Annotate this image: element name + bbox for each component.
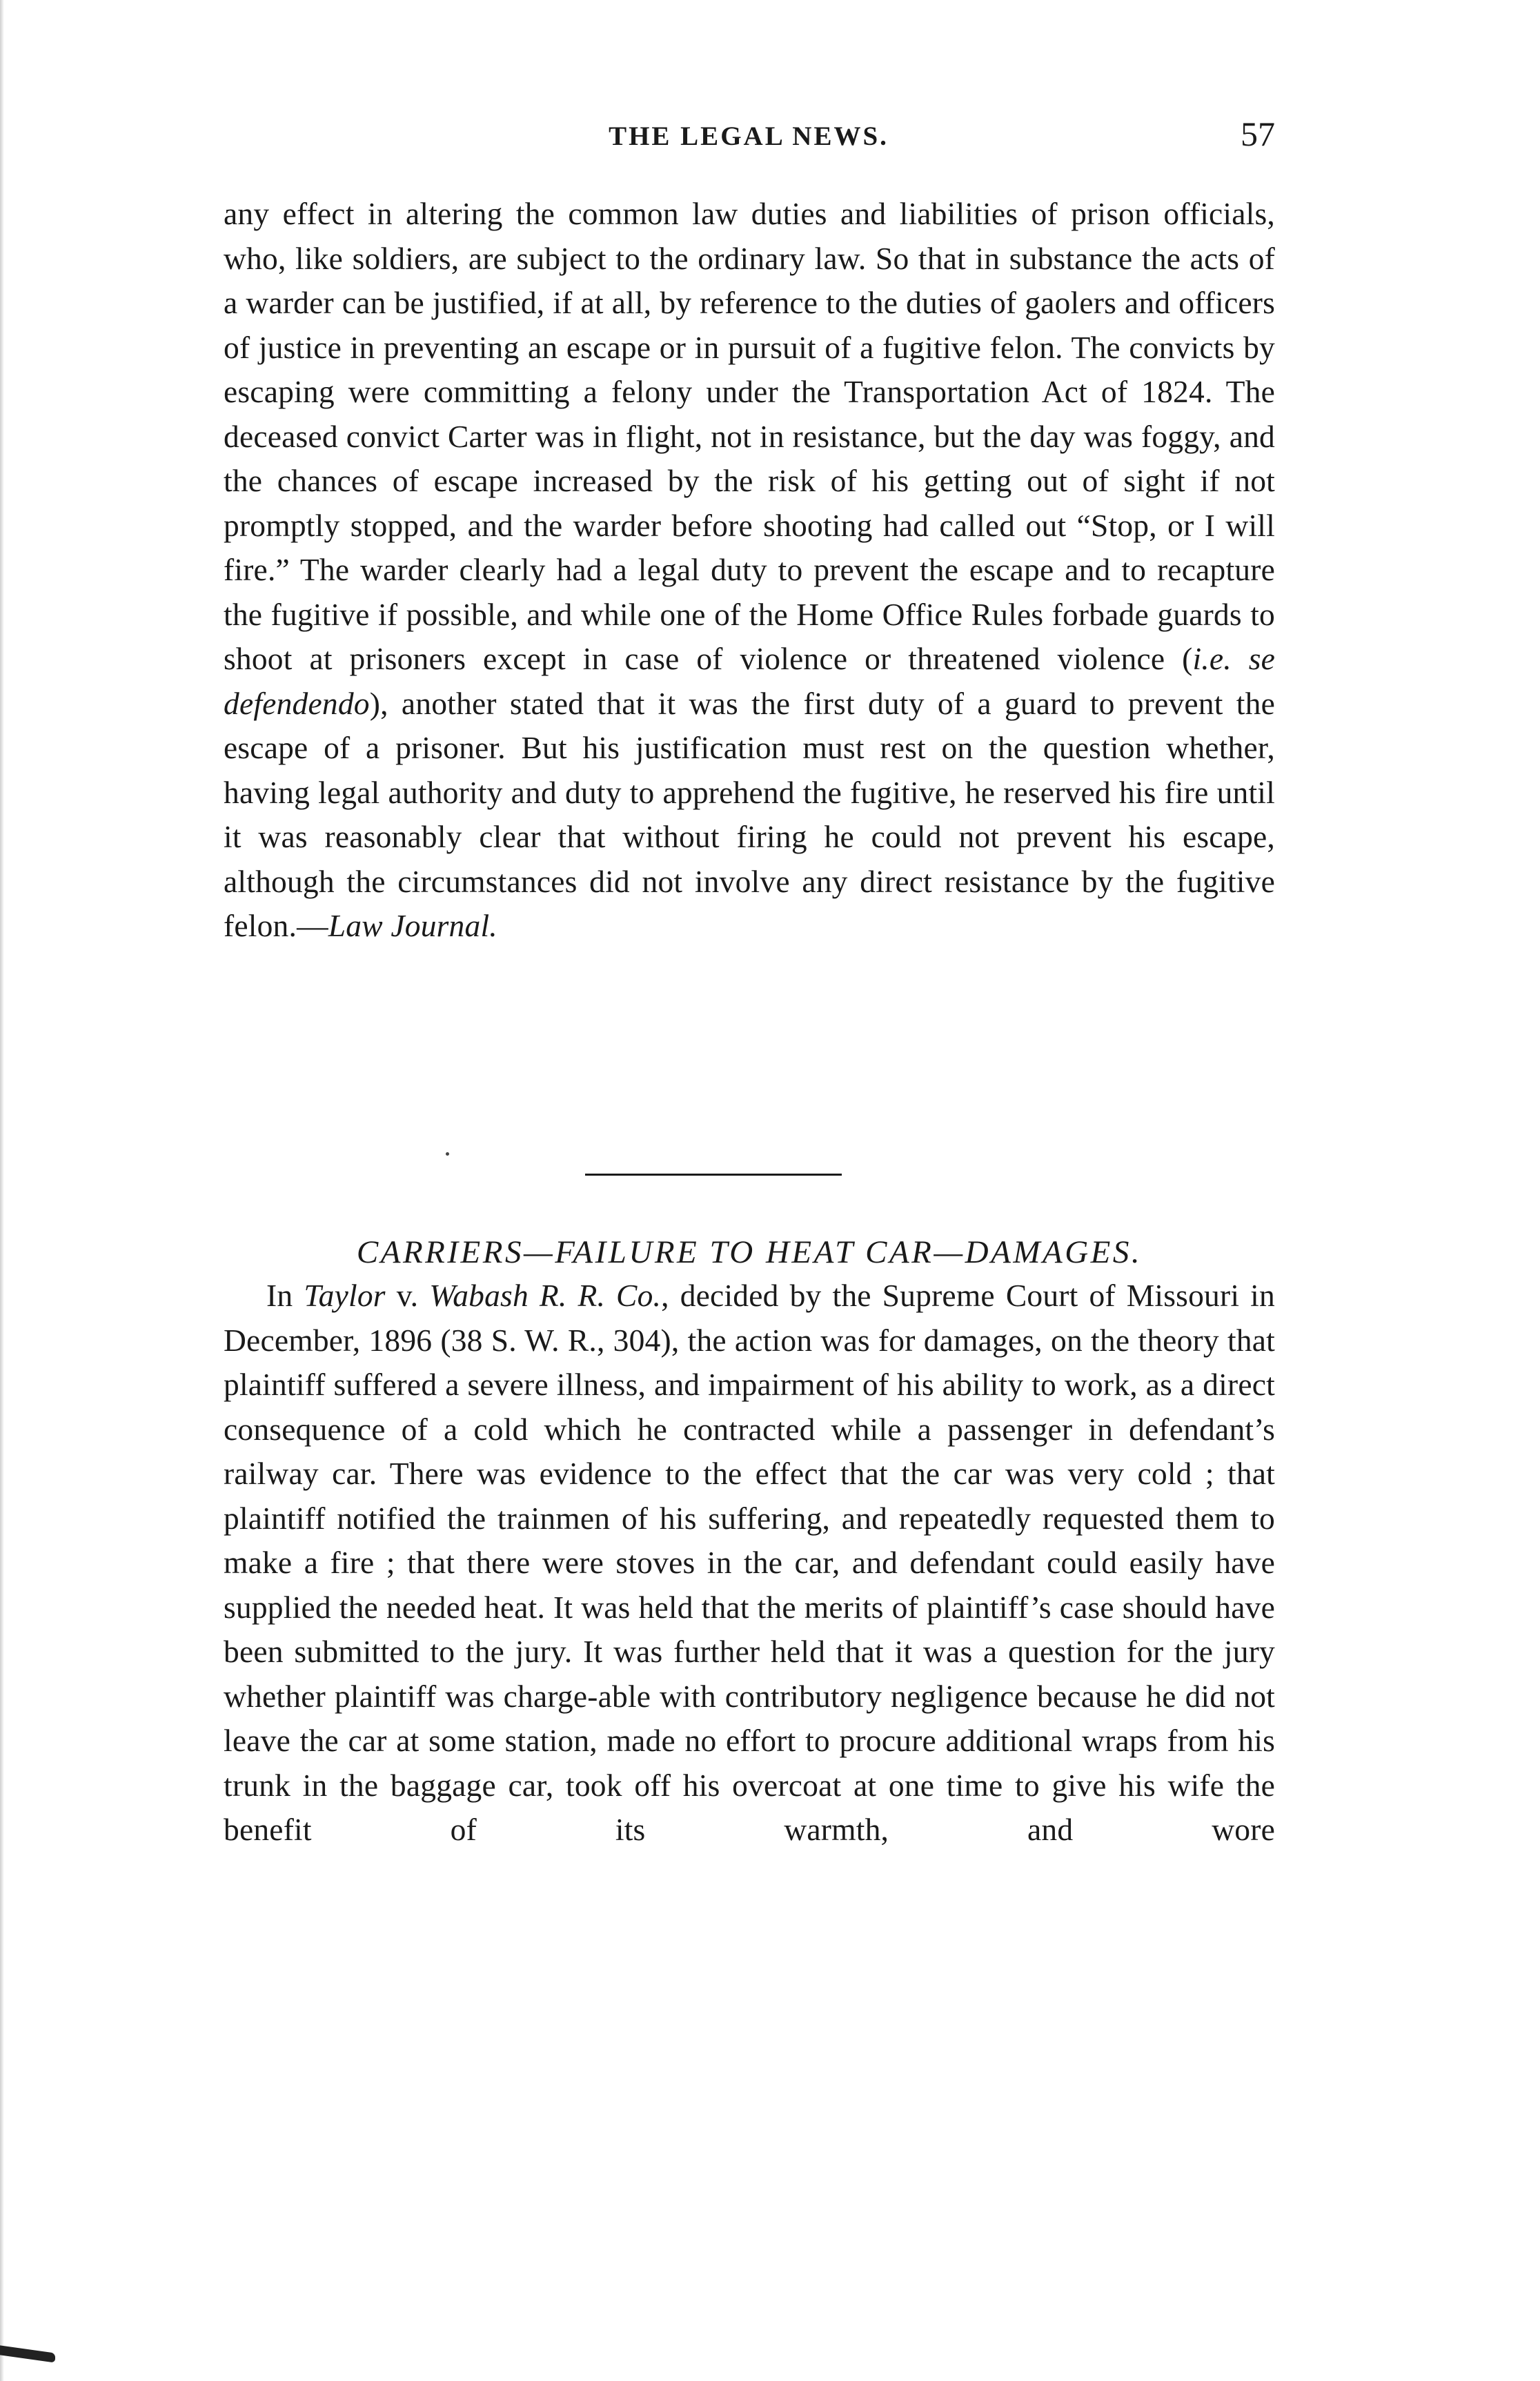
article-1-paragraph xyxy=(224,192,1275,949)
article-2-body: , decided by the Supreme Court of Missouri in December, 1896 (38 S. W. R., 304), the action was for damages, on the theory that plaintiff suffered a severe illness, and impairment of his ability to work, as a direct consequence of a cold which he contracted while a passenger in defendant’s railway car. There was evidence to the effect that the car was very cold ; that plaintiff notified the trainmen of his suffering, and repeatedly requested them to make a fire ; that there were stoves in the car, and defendant could easily have supplied the needed heat. It was held that the merits of plaintiff’s case should have been submitted to the jury. It was further held that it was a question for the jury whether plaintiff was charge-able with contributory negligence because he did not leave the car at some station, made no effort to procure additional wraps from his trunk in the baggage car, took off his overcoat at one time to give his wife the benefit of its warmth, and wore xyxy=(224,1278,1275,1847)
article-1-body: any effect in altering the common law duties and liabilities of prison officials, who, like soldiers, are subject to the ordinary law. So that in substance the acts of a warder can be justified, if at all, by reference to the duties of gaolers and officers of justice in preventing an escape or in pursuit of a fugitive felon. The convicts by escaping were committing a felony under the Transportation Act of 1824. The deceased convict Carter was in flight, not in resistance, but the day was foggy, and the chances of escape increased by the risk of his getting out of sight if not promptly stopped, and the warder before shooting had called out “Stop, or I will fire.” The warder clearly had a legal duty to prevent the escape and to recapture the fugitive if possible, and while one of the Home Office Rules forbade guards to shoot at prisoners except in case of violence or threatened violence ( xyxy=(224,196,1275,676)
article-carriers xyxy=(224,1274,1275,1853)
section-heading: CARRIERS—FAILURE TO HEAT CAR—DAMAGES. xyxy=(356,1234,1143,1270)
article-2-paragraph xyxy=(224,1274,1275,1853)
article-prison-officials xyxy=(224,192,1275,949)
case-name-defendant: Wabash R. R. Co. xyxy=(429,1278,662,1313)
article-1-source: Law Journal. xyxy=(328,908,497,943)
stray-ink-dot xyxy=(446,1152,449,1156)
section-divider-rule xyxy=(585,1174,842,1176)
article-1-body-continued: ), another stated that it was the first duty of a guard to prevent the escape of a prisoner. But his justification must rest on the question whether, having legal authority and duty to apprehend the fugitive, he reserved his fire until it was reasonably clear that without firing he could not prevent his escape, although the circumstances did not involve any direct resistance by the fugitive felon.— xyxy=(224,685,1275,943)
case-versus: v. xyxy=(385,1278,430,1313)
scan-left-edge xyxy=(0,0,4,2381)
se-defendendo-phrase: i.e. se defendendo xyxy=(224,641,1275,721)
page-header xyxy=(221,116,1276,157)
page-number: 57 xyxy=(1241,115,1275,153)
case-name-plaintiff: Taylor xyxy=(304,1278,386,1313)
running-title: THE LEGAL NEWS. xyxy=(609,121,889,151)
scan-edge-mark xyxy=(0,2345,55,2362)
article-2-intro: In xyxy=(266,1278,304,1313)
